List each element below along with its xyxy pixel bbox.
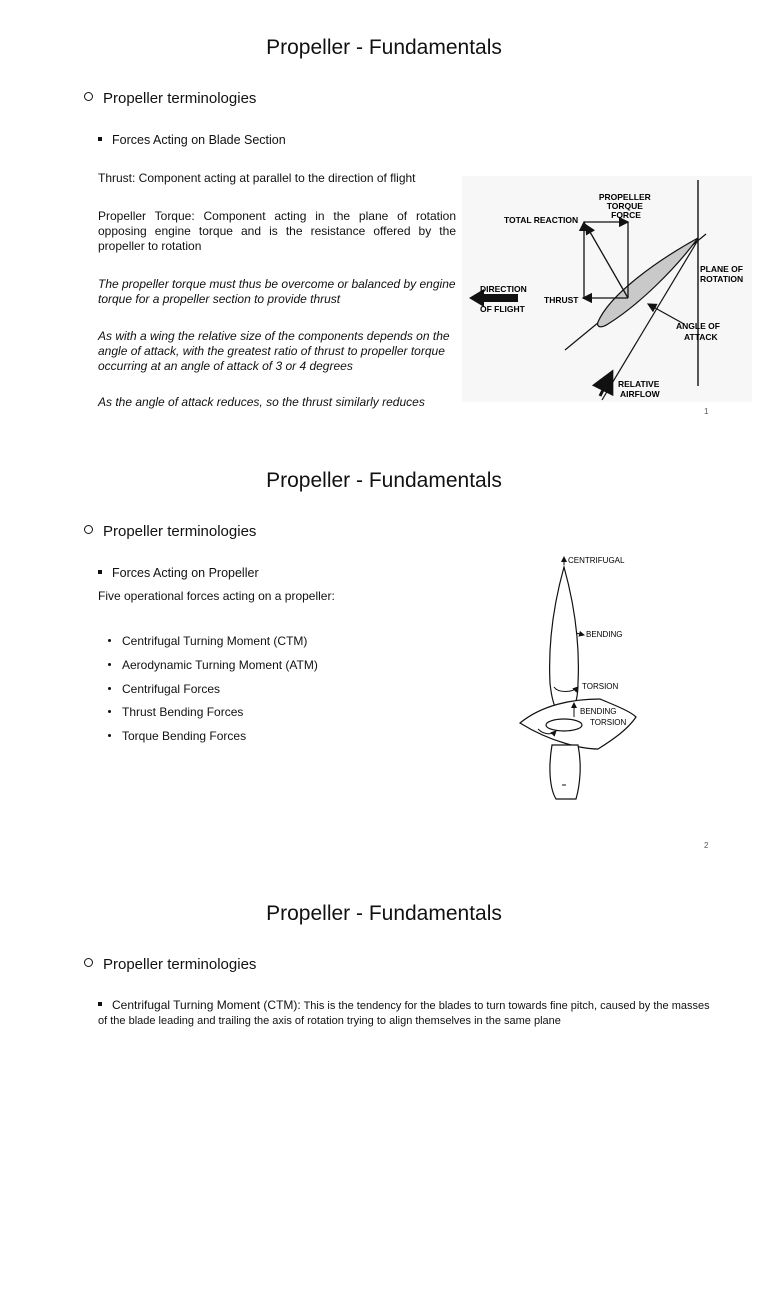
bullet-text: Torque Bending Forces [122,729,247,743]
lower-blade [550,745,580,799]
ctm-description: This is the tendency for the blades to turn towards fine pitch, caused by the masses of the blade leading and trailing the axis of rotation trying to align themselves in the same plane [98,1000,710,1027]
level1-heading [84,90,256,107]
list-item [108,729,246,743]
label-direction-of-flight: DIRECTION OF FLIGHT [480,284,527,314]
label-plane-of-rotation: PLANE OF ROTATION [700,264,744,284]
ctm-term: Centrifugal Turning Moment (CTM): [112,998,301,1012]
torque-term: Propeller Torque: [98,209,195,223]
level1-label: Propeller terminologies [103,523,257,540]
square-bullet-icon [98,137,102,141]
hollow-circle-bullet-icon [84,525,93,534]
bullet-text: Centrifugal Turning Moment (CTM) [122,634,308,648]
thrust-term: Thrust: [98,171,136,185]
list-item [108,682,220,696]
list-item [108,658,318,672]
level1-label: Propeller terminologies [103,956,257,973]
label-torsion-hub: TORSION [590,718,627,727]
label-torsion: TORSION [582,682,619,691]
level2-heading [98,566,259,580]
hollow-circle-bullet-icon [84,958,93,967]
dot-bullet-icon [108,639,111,642]
slide-1 [0,0,768,433]
slide-title: Propeller - Fundamentals [266,902,502,925]
hub-ellipse [546,719,582,731]
hollow-circle-bullet-icon [84,92,93,101]
bullet-text: Thrust Bending Forces [122,705,244,719]
bullet-text: Aerodynamic Turning Moment (ATM) [122,658,318,672]
slide-title: Propeller - Fundamentals [266,36,502,59]
italic-note-2: As with a wing the relative size of the components depends on the angle of attack, with the greatest ratio of thrust to propeller torque occurring at an angle of attack of 3 or 4 degrees [98,329,450,373]
slide-2 [0,433,768,866]
blade-section-forces-diagram [462,176,752,402]
propeller-forces-diagram [512,553,642,803]
thrust-definition [98,171,468,186]
page-number: 1 [704,407,709,416]
label-total-reaction: TOTAL REACTION [504,215,579,225]
label-thrust: THRUST [544,295,579,305]
slide-3 [0,866,768,1299]
dot-bullet-icon [108,734,111,737]
list-item [108,634,307,648]
label-relative-airflow: RELATIVE AIRFLOW [618,379,660,399]
bullet-text: Centrifugal Forces [122,682,221,696]
level2-label: Forces Acting on Propeller [112,566,259,580]
level1-label: Propeller terminologies [103,90,257,107]
label-propeller-torque-force: PROPELLER TORQUE FORCE [598,192,651,220]
intro-text: Five operational forces acting on a propeller: [98,589,335,603]
label-bending-hub: BENDING [580,707,617,716]
list-item [108,705,243,719]
label-angle-of-attack: ANGLE OF ATTACK [676,321,720,342]
level1-heading [84,523,256,540]
thrust-description: Component acting at parallel to the direction of flight [135,171,416,185]
square-bullet-icon [98,1002,102,1006]
label-centrifugal: CENTRIFUGAL [568,556,625,565]
dot-bullet-icon [108,710,111,713]
level2-heading [98,133,286,147]
level2-label: Forces Acting on Blade Section [112,133,286,147]
italic-note-3: As the angle of attack reduces, so the thrust similarly reduces [98,395,425,409]
upper-blade [550,567,579,717]
level1-heading [84,956,256,973]
dot-bullet-icon [108,663,111,666]
square-bullet-icon [98,570,102,574]
label-bending: BENDING [586,630,623,639]
italic-note-1: The propeller torque must thus be overcome or balanced by engine torque for a propeller section to provide thrust [98,277,456,306]
torque-definition [98,209,456,254]
page-number: 2 [704,841,709,850]
dot-bullet-icon [108,687,111,690]
slide-title: Propeller - Fundamentals [266,469,502,492]
torque-description: Component acting in the plane of rotation opposing engine torque and is the resistance offered by the propeller to rotation [98,209,456,253]
